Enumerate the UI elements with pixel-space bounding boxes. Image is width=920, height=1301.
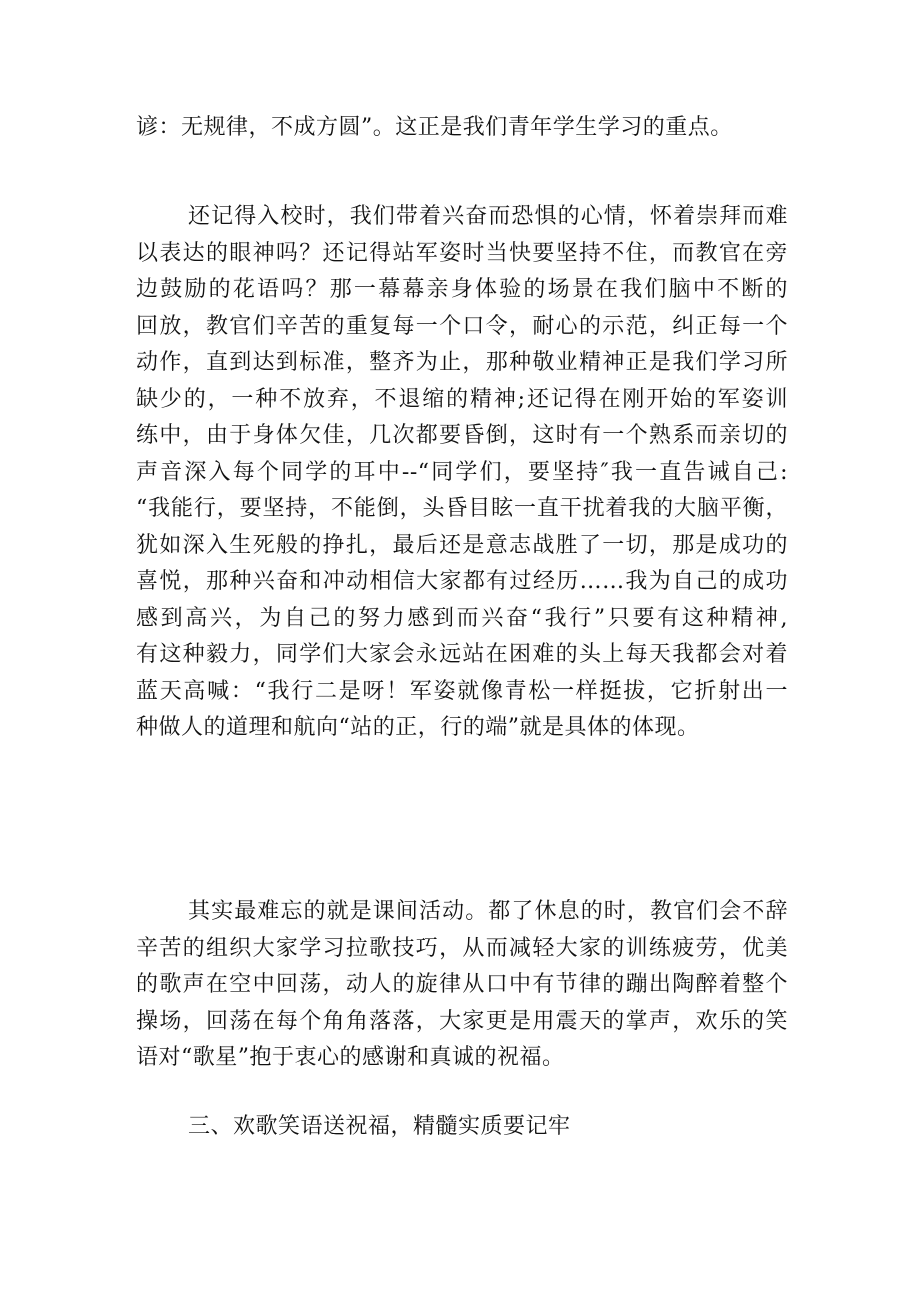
paragraph-1 <box>136 110 788 147</box>
text-line: 谚：无规律，不成方圆”。这正是我们青年学生学习的重点。 <box>136 115 733 140</box>
text-line: 操场，回荡在每个角角落落，大家更是用震天的掌声，欢乐的笑 <box>136 1008 788 1034</box>
text-line: 语对“歌星”抱于衷心的感谢和真诚的祝福。 <box>136 1045 565 1070</box>
text-line: 边鼓励的花语吗？那一幕幕亲身体验的场景在我们脑中不断的 <box>136 277 788 302</box>
text-line: 声音深入每个同学的耳中--“同学们，要坚持″我一直告诫自己: <box>136 459 788 485</box>
text-line: 犹如深入生死般的挣扎，最后还是意志战胜了一切，那是成功的 <box>136 532 788 558</box>
text-line: 蓝天高喊：“我行二是呀！军姿就像青松一样挺拔，它折射出一 <box>136 678 788 704</box>
text-line: 以表达的眼神吗？还记得站军姿时当快要坚持不住，而教官在旁 <box>136 240 788 266</box>
text-line: 其实最难忘的就是课间活动。都了休息的时，教官们会不辞 <box>188 899 788 924</box>
paragraph-2 <box>136 199 788 747</box>
text-line: 缺少的，一种不放弃，不退缩的精神;还记得在刚开始的军姿训 <box>136 386 788 412</box>
text-line: 有这种毅力，同学们大家会永远站在困难的头上每天我都会对着 <box>136 642 788 667</box>
text-line: 动作，直到达到标准，整齐为止，那种敬业精神正是我们学习所 <box>136 350 788 375</box>
text-line: 练中，由于身体欠佳，几次都要昏倒，这时有一个熟系而亲切的 <box>136 423 788 448</box>
paragraph-3 <box>136 894 788 1077</box>
text-line: “我能行，要坚持，不能倒，头昏目眩一直干扰着我的大脑平衡， <box>136 496 788 521</box>
text-line: 回放，教官们辛苦的重复每一个口令，耐心的示范，纠正每一个 <box>136 313 788 339</box>
text-line: 还记得入校时，我们带着兴奋而恐惧的心情，怀着崇拜而难 <box>188 204 788 229</box>
text-line: 感到高兴，为自己的努力感到而兴奋“我行”只要有这种精神, <box>136 605 788 631</box>
text-line: 喜悦，那种兴奋和冲动相信大家都有过经历……我为自己的成功 <box>136 569 788 594</box>
text-line: 辛苦的组织大家学习拉歌技巧，从而减轻大家的训练疲劳，优美 <box>136 935 788 961</box>
section-heading <box>136 1109 788 1146</box>
text-line: 种做人的道理和航向“站的正，行的端”就是具体的体现。 <box>136 715 700 740</box>
text-line: 的歌声在空中回荡，动人的旋律从口中有节律的蹦出陶醉着整个 <box>136 972 788 997</box>
section-heading-text: 三、欢歌笑语送祝福，精髓实质要记牢 <box>188 1114 571 1139</box>
